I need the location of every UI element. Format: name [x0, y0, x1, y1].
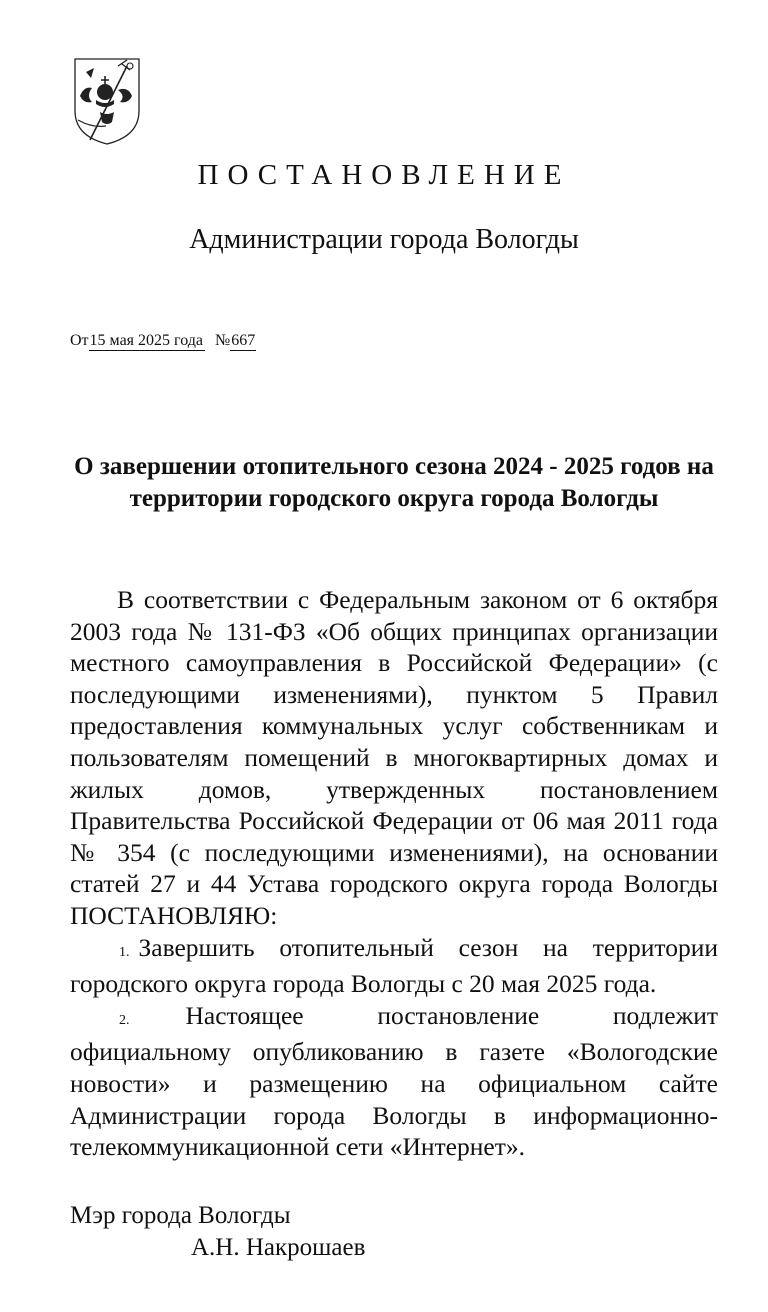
document-meta — [70, 330, 256, 352]
document-body — [70, 584, 718, 1163]
list-item — [70, 932, 718, 1000]
document-date: 15 мая 2025 года — [89, 332, 203, 349]
item-text: Настоящее постановление подлежит официальному опубликованию в газете «Вологодские новости» и размещению на официальном сайте Администрации города Вологды в информационно-телекоммуникационной сети «Интернет». — [70, 1000, 718, 1162]
item-text: Завершить отопительный сезон на территории городского округа города Вологды с 20 мая 2025 года. — [70, 932, 718, 999]
list-item — [70, 1000, 718, 1163]
signature-block — [70, 1200, 365, 1264]
preamble-paragraph: В соответствии с Федеральным законом от 6 октября 2003 года № 131-ФЗ «Об общих принципах организации местного самоуправления в Российской Федерации» (с последующими изменениями), пунктом 5 Правил предоставления коммунальных услуг собственникам и пользователям помещений в многоквартирных домах и жилых домов, утвержденных постановлением Правительства Российской Федерации от 06 мая 2011 года № 354 (с последующими изменениями), на основании статей 27 и 44 Устава городского округа города Вологды ПОСТАНОВЛЯЮ: — [70, 585, 718, 930]
document-type: ПОСТАНОВЛЕНИЕ — [197, 159, 571, 191]
item-number: 1. — [119, 944, 130, 960]
document-title: О завершении отопительного сезона 2024 - 2025 годов на территории городского округа города Вологды — [74, 453, 714, 512]
signatory-name: А.Н. Накрошаев — [191, 1234, 366, 1261]
coat-of-arms-icon — [72, 56, 142, 146]
document-number: 667 — [231, 332, 256, 349]
signatory-position: Мэр города Вологды — [70, 1202, 291, 1229]
item-number: 2. — [119, 1012, 130, 1028]
date-prefix: От — [70, 332, 89, 349]
issuing-authority: Администрации города Вологды — [189, 224, 579, 255]
number-prefix: № — [214, 332, 231, 349]
